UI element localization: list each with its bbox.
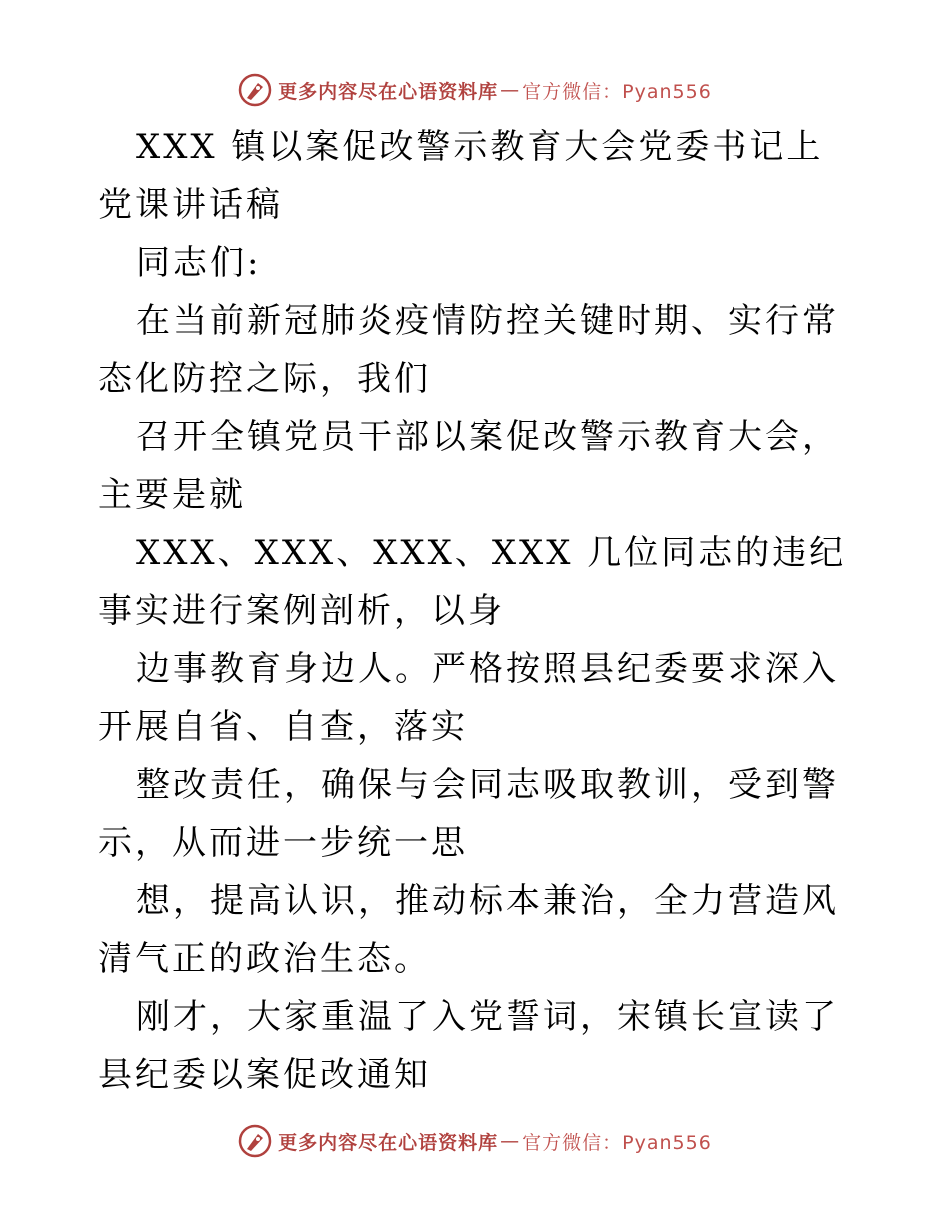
watermark-site: 更多内容尽在心语资料库 xyxy=(278,80,499,103)
paragraph: 边事教育身边人。严格按照县纪委要求深入开展自省、自查，落实 xyxy=(98,649,839,747)
paragraph: 想，提高认识，推动标本兼治，全力营造风清气正的政治生态。 xyxy=(98,881,839,979)
salutation: 同志们: xyxy=(136,243,262,283)
footer-watermark xyxy=(0,1121,950,1161)
header-watermark xyxy=(0,70,950,110)
pen-nib-logo-icon xyxy=(238,1124,272,1158)
watermark-contact: 官方微信：Pyan556 xyxy=(522,80,712,103)
paragraph: XXX、XXX、XXX、XXX 几位同志的违纪事实进行案例剖析，以身 xyxy=(98,533,847,631)
watermark-site: 更多内容尽在心语资料库 xyxy=(278,1131,499,1154)
watermark-contact: 官方微信：Pyan556 xyxy=(522,1131,712,1154)
watermark-dash: — xyxy=(500,1130,521,1152)
paragraph: 整改责任，确保与会同志吸取教训，受到警示，从而进一步统一思 xyxy=(98,765,839,863)
paragraph: 在当前新冠肺炎疫情防控关键时期、实行常态化防控之际，我们 xyxy=(98,301,839,399)
document-body xyxy=(98,118,858,1104)
pen-nib-logo-icon xyxy=(238,73,272,107)
paragraph: 刚才，大家重温了入党誓词，宋镇长宣读了县纪委以案促改通知 xyxy=(98,997,839,1095)
watermark-dash: — xyxy=(500,79,521,101)
document-title: XXX 镇以案促改警示教育大会党委书记上党课讲话稿 xyxy=(98,127,824,225)
paragraph: 召开全镇党员干部以案促改警示教育大会，主要是就 xyxy=(98,417,839,515)
